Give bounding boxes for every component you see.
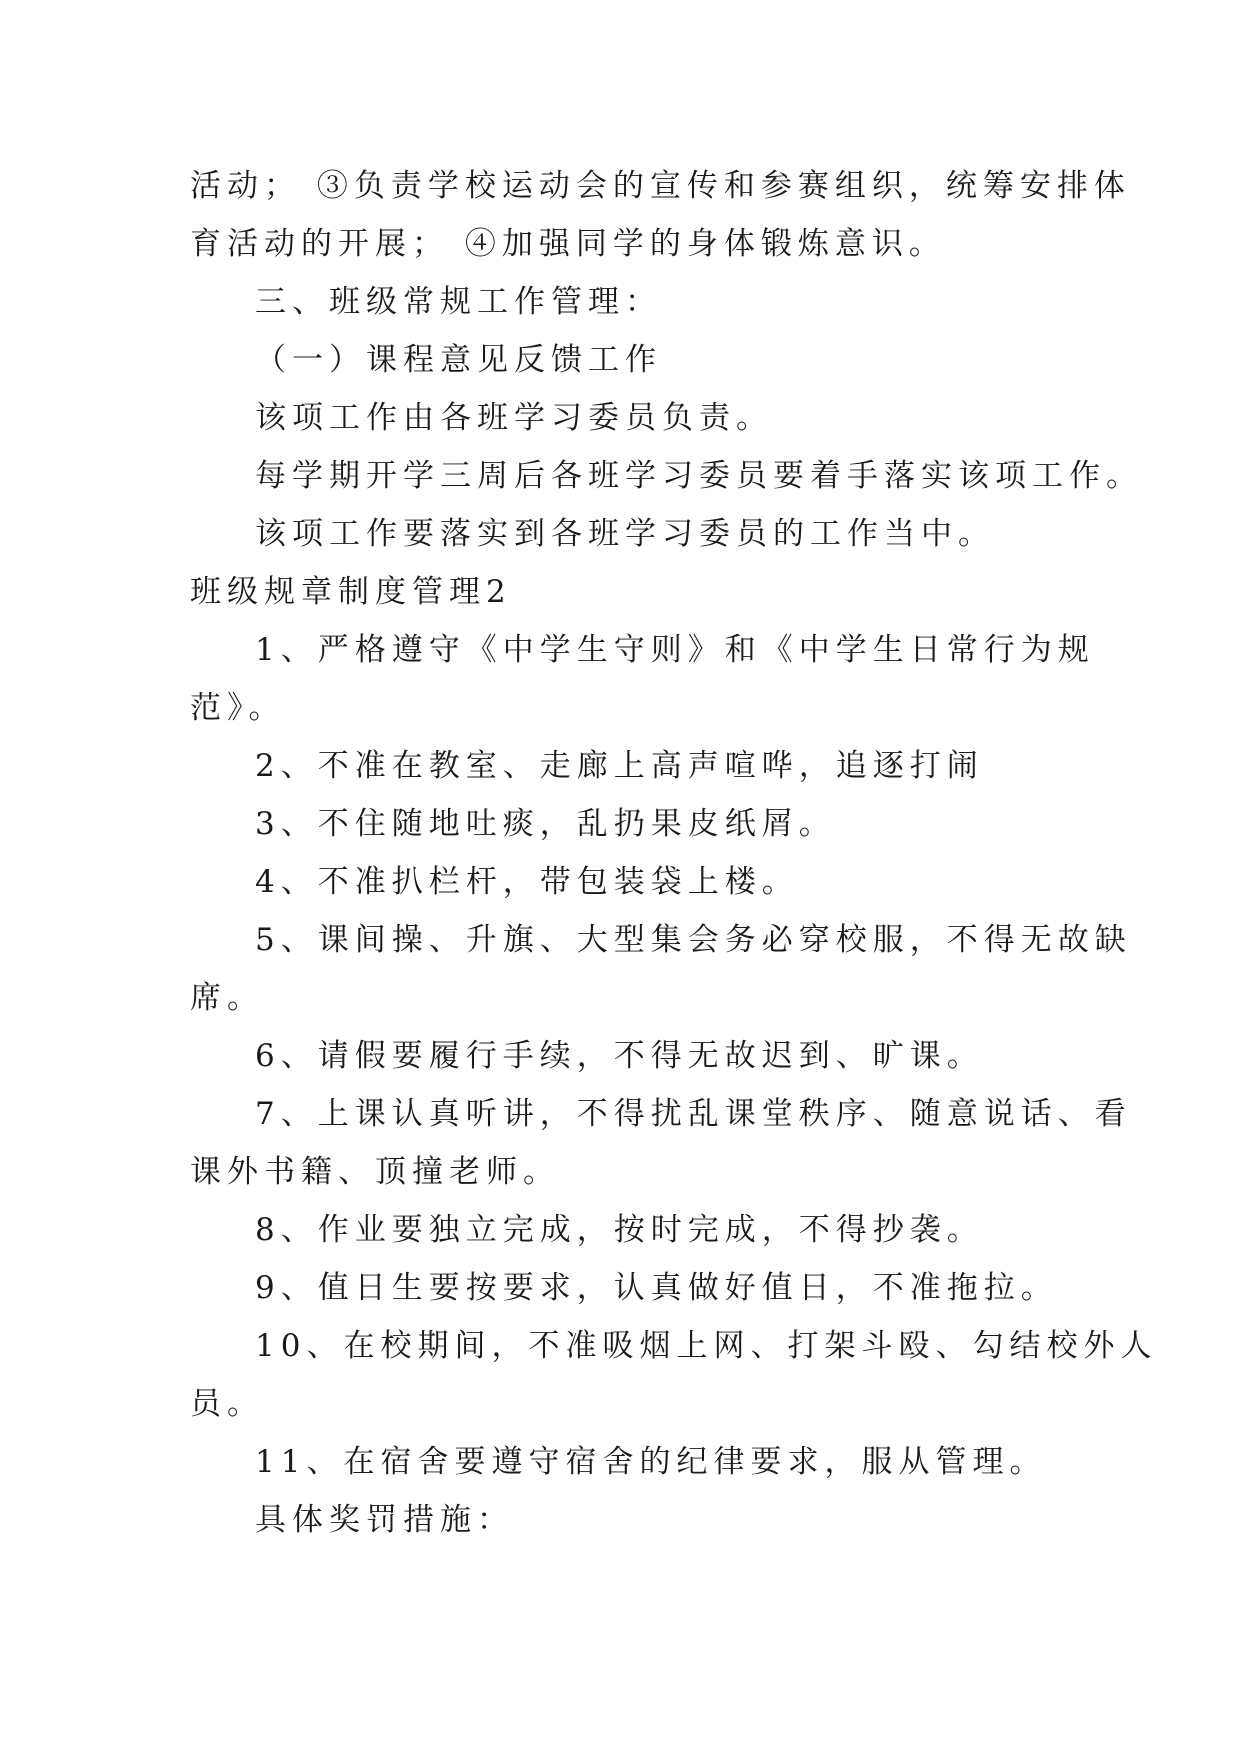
subsection-heading: （一）课程意见反馈工作 xyxy=(255,342,662,378)
list-item: 6、请假要履行手续，不得无故迟到、旷课。 xyxy=(255,1038,984,1074)
document-title: 班级规章制度管理2 xyxy=(190,574,512,610)
list-item: 10、在校期间，不准吸烟上网、打架斗殴、勾结校外人 xyxy=(255,1328,1158,1364)
section-heading: 三、班级常规工作管理： xyxy=(255,284,662,320)
text-line: 席。 xyxy=(190,980,264,1016)
text-line: 活动； ③负责学校运动会的宣传和参赛组织，统筹安排体 xyxy=(190,168,1131,204)
text-line: 员。 xyxy=(190,1386,264,1422)
text-line: 每学期开学三周后各班学习委员要着手落实该项工作。 xyxy=(255,458,1143,494)
list-item: 3、不住随地吐痰，乱扔果皮纸屑。 xyxy=(255,806,836,842)
list-item: 7、上课认真听讲，不得扰乱课堂秩序、随意说话、看 xyxy=(255,1096,1132,1132)
list-item: 5、课间操、升旗、大型集会务必穿校服，不得无故缺 xyxy=(255,922,1132,958)
text-line: 课外书籍、顶撞老师。 xyxy=(190,1154,560,1190)
list-item: 9、值日生要按要求，认真做好值日，不准拖拉。 xyxy=(255,1270,1058,1306)
list-item: 1、严格遵守《中学生守则》和《中学生日常行为规 xyxy=(255,632,1095,668)
list-item: 4、不准扒栏杆，带包装袋上楼。 xyxy=(255,864,799,900)
text-line: 具体奖罚措施： xyxy=(255,1502,514,1538)
list-item: 8、作业要独立完成，按时完成，不得抄袭。 xyxy=(255,1212,984,1248)
text-line: 该项工作由各班学习委员负责。 xyxy=(255,400,773,436)
list-item: 11、在宿舍要遵守宿舍的纪律要求，服从管理。 xyxy=(255,1444,1047,1480)
text-line: 范》。 xyxy=(190,690,286,726)
text-line: 育活动的开展； ④加强同学的身体锻炼意识。 xyxy=(190,226,946,262)
text-line: 该项工作要落实到各班学习委员的工作当中。 xyxy=(255,516,995,552)
list-item: 2、不准在教室、走廊上高声喧哗，追逐打闹 xyxy=(255,748,984,784)
